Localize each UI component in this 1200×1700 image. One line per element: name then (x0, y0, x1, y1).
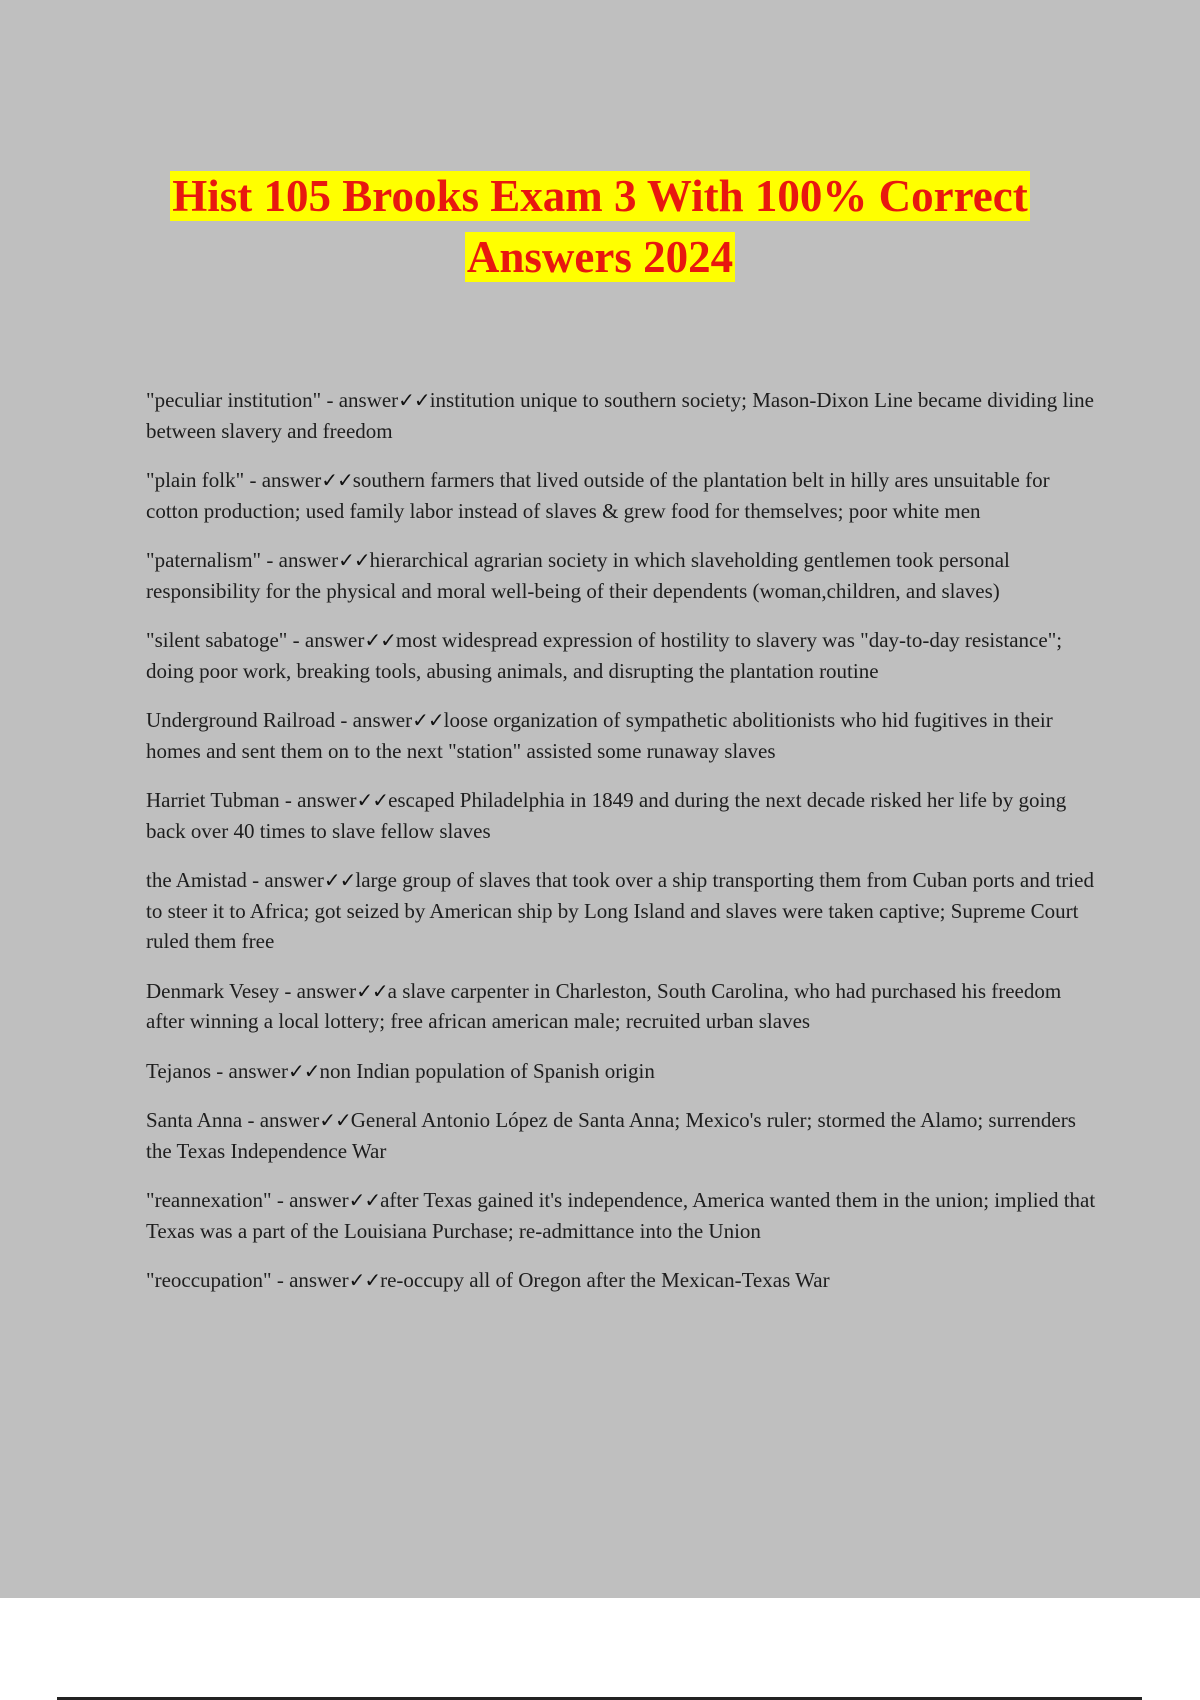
entry-definition: non Indian population of Spanish origin (319, 1058, 655, 1083)
answer-label: - answer (246, 868, 324, 892)
answer-label: - answer (321, 388, 399, 412)
entry-definition: escaped Philadelphia in 1849 and during the next decade risked her life by going back over 40 times to slave fellow slaves (146, 788, 1067, 843)
flashcard-entry (146, 785, 1096, 846)
double-check-icon: ✓✓ (319, 1108, 351, 1132)
double-check-icon: ✓✓ (412, 708, 444, 732)
double-check-icon: ✓✓ (398, 388, 430, 412)
flashcard-entry (146, 465, 1096, 526)
double-check-icon: ✓✓ (364, 628, 396, 652)
flashcard-entry (146, 1265, 1096, 1296)
flashcard-entry (146, 385, 1096, 446)
document-title (0, 166, 1200, 288)
entry-definition: most widespread expression of hostility to slavery was "day-to-day resistance"; doing poor work, breaking tools, abusing animals, and disrupting the plantation routine (146, 628, 1063, 683)
entry-definition: General Antonio López de Santa Anna; Mexico's ruler; stormed the Alamo; surrenders the Texas Independence War (146, 1108, 1076, 1163)
entry-term: "peculiar institution" (146, 388, 322, 412)
answer-label: - answer (335, 708, 413, 732)
double-check-icon: ✓✓ (348, 1188, 381, 1212)
answer-label: - answer (287, 628, 365, 652)
entry-term: Underground Railroad (146, 708, 336, 732)
entry-definition: re-occupy all of Oregon after the Mexican-Texas War (380, 1268, 830, 1292)
flashcard-entry (146, 865, 1096, 957)
page-footer-area (0, 1598, 1200, 1700)
answer-label: - answer (244, 468, 322, 492)
entry-definition: loose organization of sympathetic abolitionists who hid fugitives in their homes and sent them on to the next "station" assisted some runaway slaves (146, 708, 1053, 763)
entry-definition: a slave carpenter in Charleston, South Carolina, who had purchased his freedom after winning a local lottery; free african american male; recruited urban slaves (146, 978, 1062, 1033)
double-check-icon: ✓✓ (323, 868, 356, 892)
flashcard-list (146, 385, 1096, 1315)
entry-definition: hierarchical agrarian society in which slaveholding gentlemen took personal responsibility for the physical and moral well-being of their dependents (woman,children, and slaves) (146, 548, 1010, 603)
double-check-icon: ✓✓ (356, 978, 388, 1003)
double-check-icon: ✓✓ (338, 548, 370, 572)
answer-label: - answer (211, 1058, 288, 1083)
title-line-1: Hist 105 Brooks Exam 3 With 100% Correct (172, 171, 1028, 221)
answer-label: - answer (271, 1188, 349, 1212)
flashcard-entry (146, 1056, 1096, 1087)
entry-term: the Amistad (146, 868, 247, 892)
entry-term: "reoccupation" (146, 1268, 272, 1292)
entry-term: "plain folk" (146, 468, 245, 492)
flashcard-entry (146, 1105, 1096, 1166)
entry-term: "reannexation" (146, 1188, 272, 1212)
entry-term: "silent sabatoge" (146, 628, 288, 652)
flashcard-entry (146, 705, 1096, 766)
double-check-icon: ✓✓ (348, 1268, 381, 1292)
entry-term: Tejanos (146, 1058, 212, 1083)
entry-term: Denmark Vesey (146, 978, 280, 1003)
flashcard-entry (146, 545, 1096, 606)
flashcard-entry (146, 1185, 1096, 1246)
entry-term: Santa Anna (146, 1108, 243, 1132)
answer-label: - answer (261, 548, 339, 572)
entry-definition: southern farmers that lived outside of the plantation belt in hilly ares unsuitable for cotton production; used family labor instead of slaves & grew food for themselves; poor white men (146, 468, 1050, 523)
entry-definition: after Texas gained it's independence, America wanted them in the union; implied that Texas was a part of the Louisiana Purchase; re-admittance into the Union (146, 1188, 1096, 1243)
entry-definition: institution unique to southern society; Mason-Dixon Line became dividing line between slavery and freedom (146, 388, 1094, 443)
flashcard-entry (146, 625, 1096, 686)
flashcard-entry (146, 976, 1096, 1037)
answer-label: - answer (242, 1108, 320, 1132)
double-check-icon: ✓✓ (287, 1058, 320, 1083)
entry-definition: large group of slaves that took over a ship transporting them from Cuban ports and tried to steer it to Africa; got seized by American ship by Long Island and slaves were taken captive; Supreme Court ruled them free (146, 868, 1094, 953)
entry-term: "paternalism" (146, 548, 262, 572)
title-line-2: Answers 2024 (466, 232, 734, 282)
double-check-icon: ✓✓ (356, 788, 389, 812)
answer-label: - answer (279, 788, 357, 812)
answer-label: - answer (279, 978, 357, 1003)
entry-term: Harriet Tubman (146, 788, 280, 812)
answer-label: - answer (271, 1268, 349, 1292)
double-check-icon: ✓✓ (321, 468, 353, 492)
